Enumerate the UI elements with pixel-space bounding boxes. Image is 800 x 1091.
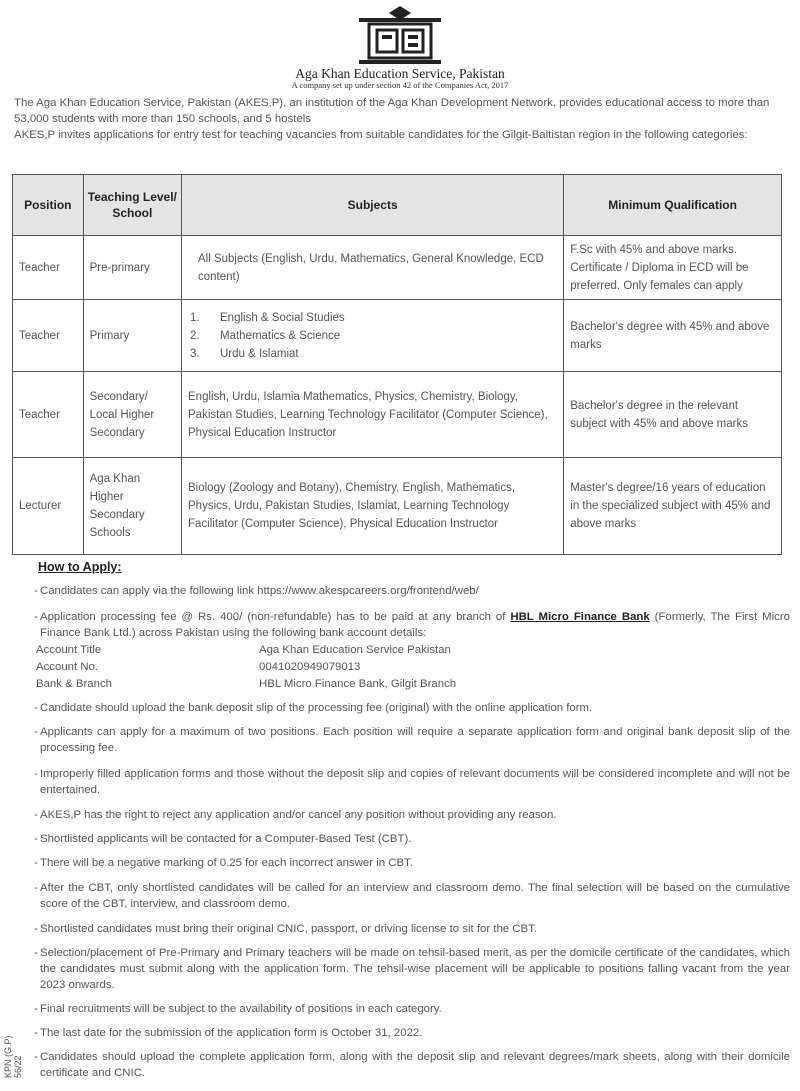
cell-qualification: F.Sc with 45% and above marks. Certificate / Diploma in ECD will be preferred. Only females can apply: [564, 236, 782, 300]
account-key: Account Title: [36, 644, 102, 656]
list-number: 1.: [190, 311, 200, 324]
list-number: 2.: [190, 329, 200, 342]
cell-qualification: Bachelor's degree in the relevant subject with 45% and above marks: [564, 372, 782, 458]
intro-paragraph-2: AKES,P invites applications for entry test for teaching vacancies from suitable candidates for the Gilgit-Baltistan region in the following categories:: [14, 129, 748, 141]
cell-position: Lecturer: [13, 458, 84, 555]
cell-level: Aga Khan Higher Secondary Schools: [83, 458, 181, 555]
organization-name: Aga Khan Education Service, Pakistan: [295, 66, 505, 81]
publication-code: KPN (G.P) 56/22: [3, 1035, 23, 1078]
organization-subtitle: A company set up under section 42 of the Companies Act, 2017: [291, 80, 509, 90]
list-item: - After the CBT, only shortlisted candidates will be called for an interview and classroom demo. The final selection will be based on the cumulative score of the CBT, interview, and classroom demo.: [40, 880, 790, 912]
cell-subjects: [182, 300, 564, 372]
account-value: HBL Micro Finance Bank, Gilgit Branch: [259, 678, 457, 690]
subject-list: [190, 309, 557, 363]
header-qualification: Minimum Qualification: [564, 175, 782, 236]
list-item: - There will be a negative marking of 0.25 for each incorrect answer in CBT.: [40, 855, 790, 871]
cell-subjects: English, Urdu, Islamia Mathematics, Physics, Chemistry, Biology, Pakistan Studies, Learning Technology Facilitator (Computer Science), Physical Education Instructor: [182, 372, 564, 458]
table-row: [13, 300, 782, 372]
akes-logo-icon: [353, 4, 447, 66]
cell-level: Pre-primary: [83, 236, 181, 300]
table-row: [13, 458, 782, 555]
list-item: - The last date for the submission of the application form is October 31, 2022.: [40, 1025, 790, 1041]
cell-qualification: Bachelor's degree with 45% and above marks: [564, 300, 782, 372]
list-item: - Final recruitments will be subject to the availability of positions in each category.: [40, 1001, 790, 1017]
intro-paragraph-1: The Aga Khan Education Service, Pakistan (AKES,P), an institution of the Aga Khan Development Network, provides educational access to more than 53,000 students with more than 150 schools, and 5 hostels: [14, 97, 770, 125]
cell-qualification: Master's degree/16 years of education in the specialized subject with 45% and above marks: [564, 458, 782, 555]
cell-subjects: Biology (Zoology and Botany), Chemistry, English, Mathematics, Physics, Urdu, Pakistan Studies, Islamiat, Learning Technology Facilitator (Computer Science), Physical Education Instructor: [182, 458, 564, 555]
fee-text-after: (Formerly, The First Micro Finance Bank Ltd.) across Pakistan using the following bank account details:: [40, 611, 790, 639]
cell-level: Primary: [83, 300, 181, 372]
account-value: Aga Khan Education Service Pakistan: [259, 644, 451, 656]
list-number: 3.: [190, 347, 200, 360]
bank-name: HBL Micro Finance Bank: [510, 611, 650, 623]
list-item: - Shortlisted candidates must bring their original CNIC, passport, or driving license to sit for the CBT.: [40, 921, 790, 937]
cell-subjects: All Subjects (English, Urdu, Mathematics, General Knowledge, ECD content): [182, 236, 564, 300]
table-row: [13, 372, 782, 458]
header-teaching-level: Teaching Level/ School: [83, 175, 181, 236]
apply-link-point: - Candidates can apply via the following link https://www.akespcareers.org/frontend/web/: [40, 583, 790, 599]
list-item: - AKES,P has the right to reject any application and/or cancel any position without providing any reason.: [40, 807, 790, 823]
list-text: Urdu & Islamiat: [220, 347, 299, 360]
list-item: - Selection/placement of Pre-Primary and Primary teachers will be made on tehsil-based merit, as per the domicile certificate of the candidates, which the candidates must submit along with the application form. The tehsil-wise placement will be applicable to positions falling vacant from the year 2023 onwards.: [40, 945, 790, 993]
cell-position: Teacher: [13, 300, 84, 372]
fee-point: [40, 609, 790, 641]
list-item: - Applicants can apply for a maximum of two positions. Each position will require a separate application form and original bank deposit slip of the processing fee.: [40, 724, 790, 756]
cell-level: Secondary/ Local Higher Secondary: [83, 372, 181, 458]
list-item: - Candidate should upload the bank deposit slip of the processing fee (original) with the online application form.: [40, 700, 790, 716]
account-value: 0041020949079013: [259, 661, 361, 673]
list-item: [190, 309, 557, 327]
list-item: - Shortlisted applicants will be contacted for a Computer-Based Test (CBT).: [40, 831, 790, 847]
intro-text: [14, 95, 790, 143]
list-text: English & Social Studies: [220, 311, 345, 324]
account-key: Bank & Branch: [36, 678, 112, 690]
cell-position: Teacher: [13, 372, 84, 458]
how-to-apply-heading: How to Apply:: [38, 560, 122, 574]
list-item: - Improperly filled application forms and those without the deposit slip and copies of relevant documents will be considered incomplete and will not be entertained.: [40, 766, 790, 798]
table-row: [13, 236, 782, 300]
list-text: Mathematics & Science: [220, 329, 341, 342]
cell-position: Teacher: [13, 236, 84, 300]
header-subjects: Subjects: [182, 175, 564, 236]
list-item: [190, 327, 557, 345]
account-key: Account No.: [36, 661, 99, 673]
header-position: Position: [13, 175, 84, 236]
table-header-row: [13, 175, 782, 236]
list-item: [190, 345, 557, 363]
list-item: - Candidates should upload the complete application form, along with the deposit slip and relevant degrees/mark sheets, along with their domicile certificate and CNIC.: [40, 1049, 790, 1081]
fee-text: Application processing fee @ Rs. 400/ (non-refundable) has to be paid at any branch of: [40, 611, 506, 623]
vacancies-table: [12, 174, 782, 555]
